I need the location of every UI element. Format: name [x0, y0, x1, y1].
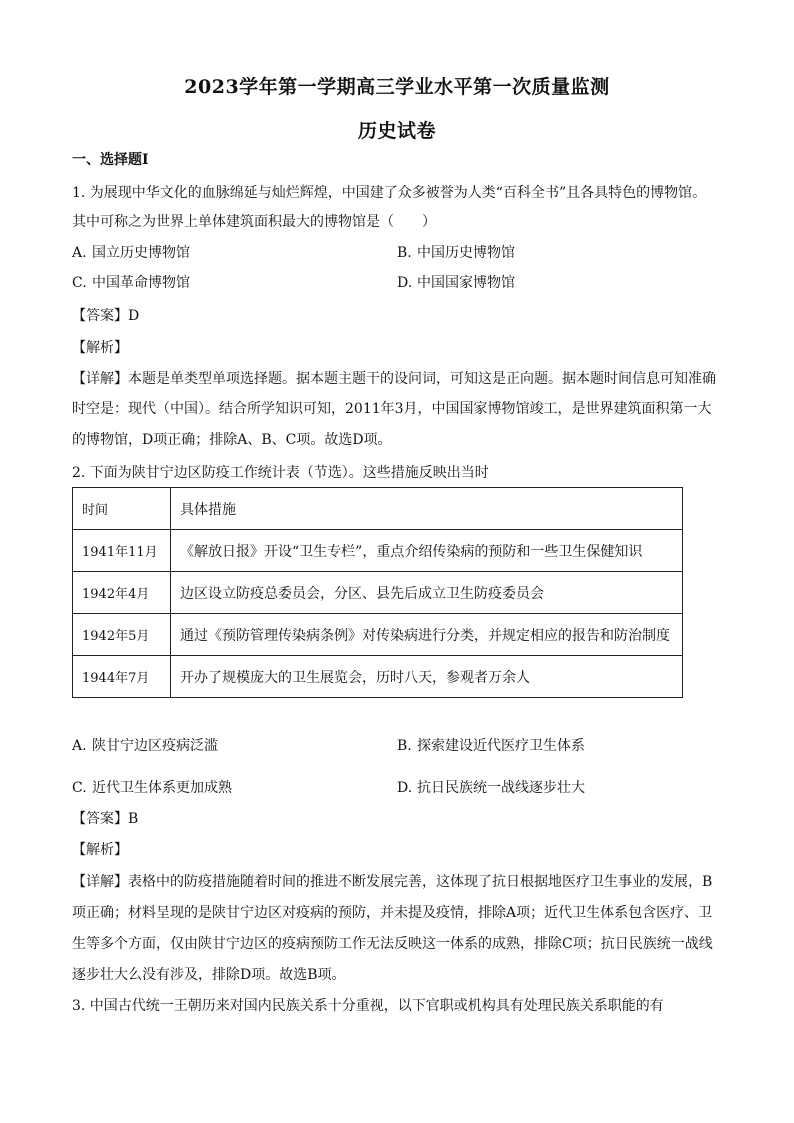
q1-answer-value: D: [128, 308, 140, 324]
q2-option-d-letter: D.: [397, 780, 413, 796]
q1-option-d-letter: D.: [397, 275, 413, 291]
q1-option-d: [397, 273, 515, 293]
q1-option-c-text: 中国革命博物馆: [92, 275, 190, 291]
table-row: [73, 530, 683, 572]
q1-stem-line1: 1. 为展现中华文化的血脉绵延与灿烂辉煌，中国建了众多被誉为人类“百科全书”且各具特色的博物馆。: [72, 185, 707, 201]
q2-option-b-text: 探索建设近代医疗卫生体系: [417, 738, 585, 754]
q2-detail-label: 【详解】: [72, 874, 128, 890]
q1-analysis-label: 【解析】: [72, 340, 128, 356]
q1-option-c: [72, 273, 190, 293]
q2-option-c-text: 近代卫生体系更加成熟: [92, 780, 232, 796]
q1-answer: [72, 306, 732, 326]
table-cell-measure: 开办了规模庞大的卫生展览会，历时八天，参观者万余人: [171, 656, 683, 698]
q2-detail-line3: 生等多个方面，仅由陕甘宁边区的疫病预防工作无法反映这一体系的成熟，排除C项；抗日民族统一战线: [72, 936, 713, 952]
q1-detail-line1: [72, 369, 732, 389]
q1-option-a-text: 国立历史博物馆: [92, 245, 190, 261]
q2-answer-value: B: [128, 811, 139, 827]
q1-option-b: [397, 243, 515, 263]
q2-option-c-letter: C.: [72, 780, 87, 796]
q1-option-c-letter: C.: [72, 275, 87, 291]
exam-subtitle: 历史试卷: [357, 120, 436, 142]
q2-detail-line1: [72, 872, 732, 892]
q1-option-b-letter: B.: [397, 245, 412, 261]
q2-detail-line2: 项正确；材料呈现的是陕甘宁边区对疫病的预防，并未提及疫情，排除A项；近代卫生体系包含医疗、卫: [72, 905, 713, 921]
q2-option-a-letter: A.: [72, 738, 87, 754]
q2-option-b-letter: B.: [397, 738, 412, 754]
table-row: [73, 572, 683, 614]
q2-option-c: [72, 778, 232, 798]
q1-detail-label: 【详解】: [72, 371, 128, 387]
q2-option-a: [72, 736, 218, 756]
table-cell-measure: 通过《预防管理传染病条例》对传染病进行分类，并规定相应的报告和防治制度: [171, 614, 683, 656]
q1-option-a-letter: A.: [72, 245, 87, 261]
q1-answer-label: 【答案】: [72, 308, 128, 324]
q2-stem: 2. 下面为陕甘宁边区防疫工作统计表（节选）。这些措施反映出当时: [72, 465, 489, 481]
table-header-measures: 具体措施: [171, 488, 683, 530]
q2-option-b: [397, 736, 585, 756]
q2-answer-label: 【答案】: [72, 811, 128, 827]
table-cell-time: 1942年4月: [73, 572, 171, 614]
q1-option-a: [72, 243, 190, 263]
q2-detail-text1: 表格中的防疫措施随着时间的推进不断发展完善，这体现了抗日根据地医疗卫生事业的发展，B: [128, 874, 713, 890]
q1-detail-line3: 的博物馆，D项正确；排除A、B、C项。故选D项。: [72, 432, 392, 448]
table-cell-measure: 《解放日报》开设“卫生专栏”，重点介绍传染病的预防和一些卫生保健知识: [171, 530, 683, 572]
q2-option-a-text: 陕甘宁边区疫病泛滥: [92, 738, 218, 754]
table-cell-time: 1942年5月: [73, 614, 171, 656]
section-heading: 一、选择题Ⅰ: [72, 152, 149, 168]
q3-stem: 3. 中国古代统一王朝历来对国内民族关系十分重视，以下官职或机构具有处理民族关系职能的有: [72, 998, 664, 1014]
table-cell-measure: 边区设立防疫总委员会，分区、县先后成立卫生防疫委员会: [171, 572, 683, 614]
exam-title: 2023学年第一学期高三学业水平第一次质量监测: [184, 76, 610, 98]
q2-analysis-label: 【解析】: [72, 842, 128, 858]
q1-option-b-text: 中国历史博物馆: [417, 245, 515, 261]
table-cell-time: 1944年7月: [73, 656, 171, 698]
table-header-time: 时间: [73, 488, 171, 530]
q2-epidemic-table: [72, 487, 683, 698]
table-header-row: [73, 488, 683, 530]
q2-answer: [72, 809, 732, 829]
table-row: [73, 656, 683, 698]
table-cell-time: 1941年11月: [73, 530, 171, 572]
q2-option-d-text: 抗日民族统一战线逐步壮大: [417, 780, 585, 796]
q2-option-d: [397, 778, 585, 798]
table-row: [73, 614, 683, 656]
q1-detail-line2: 时空是：现代（中国）。结合所学知识可知，2011年3月，中国国家博物馆竣工，是世界建筑面积第一大: [72, 401, 712, 417]
q1-detail-text1: 本题是单类型单项选择题。据本题主题干的设问词，可知这是正向题。据本题时间信息可知准确: [128, 371, 716, 387]
q1-option-d-text: 中国国家博物馆: [417, 275, 515, 291]
q2-detail-line4: 逐步壮大么没有涉及，排除D项。故选B项。: [72, 967, 346, 983]
q1-stem-line2: 其中可称之为世界上单体建筑面积最大的博物馆是（ ）: [72, 214, 436, 230]
